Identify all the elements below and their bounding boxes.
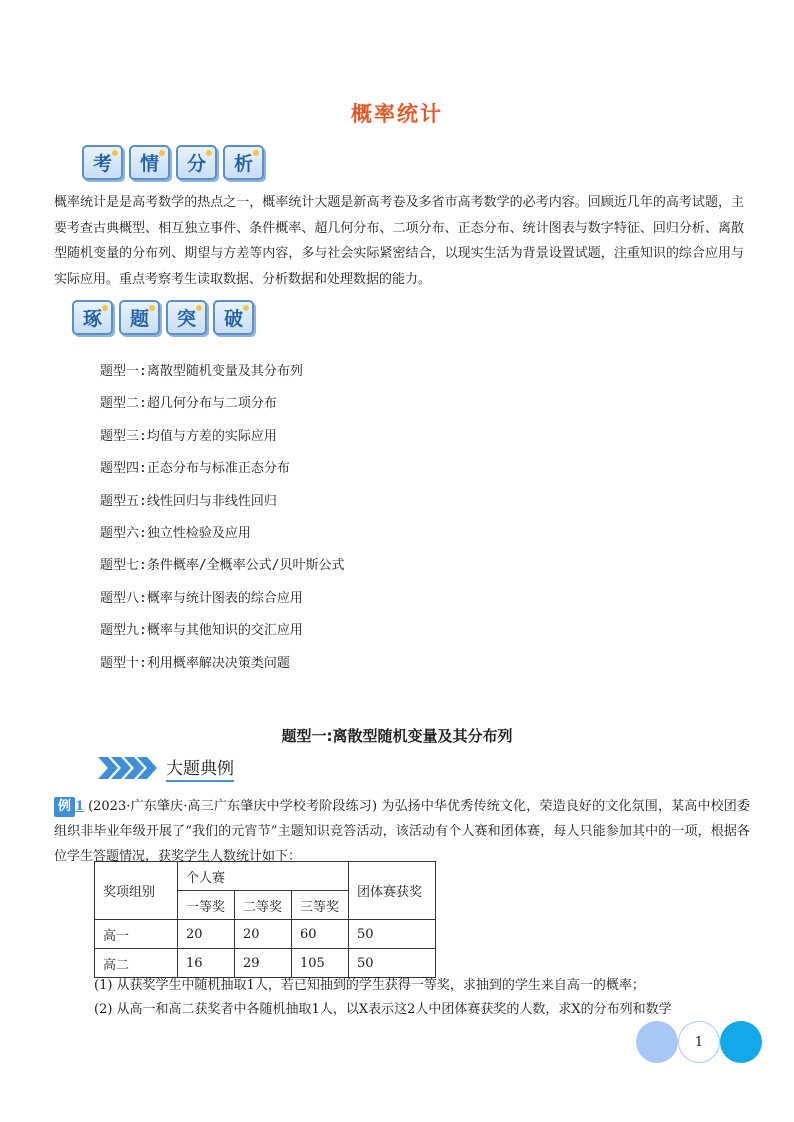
badge-kao: 考 bbox=[82, 145, 123, 180]
badge-dot-icon bbox=[102, 305, 108, 311]
badge-ti: 题 bbox=[119, 300, 160, 335]
table-subheader: 二等奖 bbox=[235, 891, 292, 920]
badge-dot-icon bbox=[159, 150, 165, 156]
analysis-badges bbox=[82, 145, 264, 180]
badge-xi: 析 bbox=[223, 145, 264, 180]
table-cell: 16 bbox=[178, 949, 235, 978]
question-2: (2) 从高一和高二获奖者中各随机抽取1人，以X表示这2人中团体赛获奖的人数，求X的分布列和数学 bbox=[94, 1002, 672, 1017]
breakthrough-badges bbox=[72, 300, 254, 335]
example-banner bbox=[98, 754, 234, 782]
banner-label: 大题典例 bbox=[166, 754, 234, 782]
badge-zhuo: 琢 bbox=[72, 300, 113, 335]
badge-po: 破 bbox=[213, 300, 254, 335]
chevrons-icon bbox=[98, 757, 160, 779]
topic-item[interactable]: 题型一:离散型随机变量及其分布列 bbox=[100, 364, 303, 379]
topic-item[interactable]: 题型七:条件概率/全概率公式/贝叶斯公式 bbox=[100, 558, 345, 574]
example-number: 1 bbox=[75, 799, 85, 814]
table-cell: 60 bbox=[292, 920, 349, 949]
table-cell: 高二 bbox=[95, 949, 178, 978]
badge-dot-icon bbox=[149, 305, 155, 311]
table-cell: 50 bbox=[349, 949, 436, 978]
table-cell: 29 bbox=[235, 949, 292, 978]
table-cell: 高一 bbox=[95, 920, 178, 949]
topic-list bbox=[100, 356, 344, 680]
badge-dot-icon bbox=[196, 305, 202, 311]
topic-item[interactable]: 题型三:均值与方差的实际应用 bbox=[100, 428, 277, 444]
prize-table bbox=[94, 861, 436, 978]
table-subheader: 一等奖 bbox=[178, 891, 235, 920]
table-cell: 105 bbox=[292, 949, 349, 978]
section-title: 题型一:离散型随机变量及其分布列 bbox=[281, 727, 513, 745]
topic-item[interactable]: 题型二:超几何分布与二项分布 bbox=[100, 396, 277, 412]
topic-item[interactable]: 题型四:正态分布与标准正态分布 bbox=[100, 461, 290, 477]
table-header: 个人赛 bbox=[178, 862, 349, 891]
question-1: (1) 从获奖学生中随机抽取1人，若已知抽到的学生获得一等奖，求抽到的学生来自高一的概率； bbox=[94, 978, 645, 993]
table-header: 团体赛获奖 bbox=[349, 862, 436, 920]
badge-dot-icon bbox=[253, 150, 259, 156]
topic-item[interactable]: 题型十:利用概率解决决策类问题 bbox=[100, 655, 290, 671]
table-header: 奖项组别 bbox=[95, 862, 178, 920]
topic-item[interactable]: 题型八:概率与统计图表的综合应用 bbox=[100, 590, 303, 606]
topic-item[interactable]: 题型九:概率与其他知识的交汇应用 bbox=[100, 623, 303, 639]
badge-dot-icon bbox=[206, 150, 212, 156]
table-row bbox=[95, 920, 436, 949]
badge-dot-icon bbox=[112, 150, 118, 156]
page-footer bbox=[636, 1021, 762, 1063]
page-number: 1 bbox=[678, 1021, 720, 1063]
badge-tu: 突 bbox=[166, 300, 207, 335]
badge-qing: 情 bbox=[129, 145, 170, 180]
topic-item[interactable]: 题型五:线性回归与非线性回归 bbox=[100, 493, 277, 509]
table-subheader: 三等奖 bbox=[292, 891, 349, 920]
example-tag: 例 bbox=[54, 797, 75, 817]
table-cell: 20 bbox=[235, 920, 292, 949]
footer-circle-icon bbox=[636, 1021, 678, 1063]
table-cell: 50 bbox=[349, 920, 436, 949]
example-body: (2023·广东肇庆·高三广东肇庆中学校考阶段练习) 为弘扬中华优秀传统文化，荣造良好的文化氛围，某高中校团委组织非毕业年级开展了“我们的元宵节”主题知识竞答活动，该活动有个人赛和团体赛，每人只能参加其中的一项，根据各位学生答题情况，获奖学生人数统计如下： bbox=[54, 799, 750, 864]
badge-fen: 分 bbox=[176, 145, 217, 180]
badge-dot-icon bbox=[243, 305, 249, 311]
footer-circle-icon bbox=[720, 1021, 762, 1063]
topic-item[interactable]: 题型六:独立性检验及应用 bbox=[100, 525, 251, 541]
example-text bbox=[54, 794, 750, 869]
intro-paragraph: 概率统计是是高考数学的热点之一，概率统计大题是新高考卷及多省市高考数学的必考内容。回顾近几年的高考试题，主要考查古典概型、相互独立事件、条件概率、超几何分布、二项分布、正态分布、统计图表与数字特征、回归分析、离散型随机变量的分布列、期望与方差等内容，多与社会实际紧密结合，以现实生活为背景设置试题，注重知识的综合应用与实际应用。重点考察考生读取数据、分析数据和处理数据的能力。 bbox=[54, 195, 744, 287]
page-title: 概率统计 bbox=[351, 102, 443, 126]
table-cell: 20 bbox=[178, 920, 235, 949]
